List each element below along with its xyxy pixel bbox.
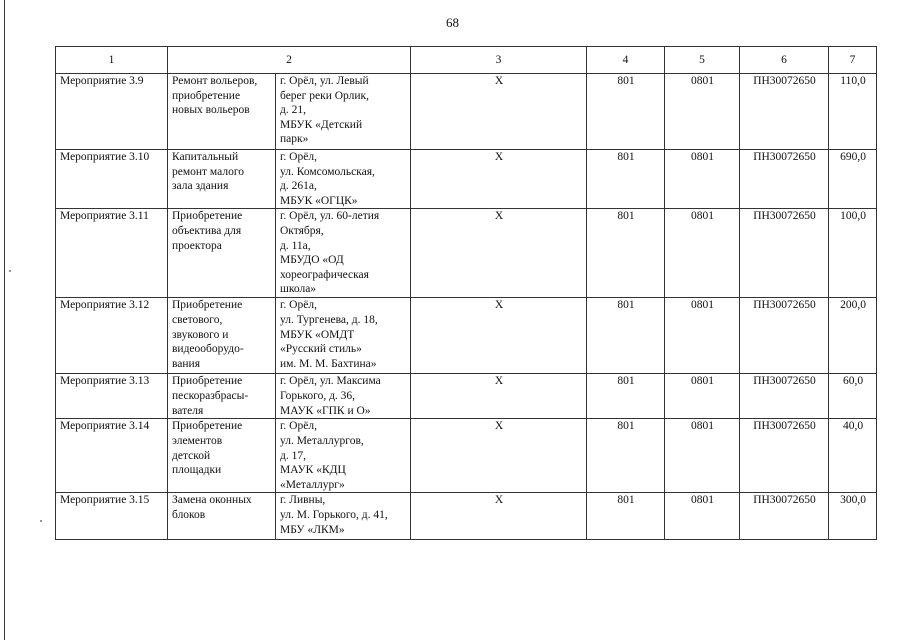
- header-cell-6: 6: [740, 47, 829, 74]
- work-line: Приобретение: [172, 420, 243, 433]
- column-4-cell: [587, 493, 665, 540]
- event-label: Мероприятие 3.11: [60, 210, 149, 223]
- amount-cell-value: 60,0: [842, 375, 864, 388]
- column-4-cell-value: 801: [617, 75, 635, 87]
- table-row: [56, 298, 877, 374]
- work-line: вателя: [172, 404, 204, 417]
- amount-cell-value: 110,0: [840, 75, 866, 87]
- work-line: Замена оконных: [172, 494, 252, 507]
- work-cell: [168, 374, 276, 419]
- column-6-cell-value: ПН30072650: [753, 151, 816, 163]
- amount-cell: [829, 419, 877, 493]
- work-line: объектива для: [172, 224, 242, 237]
- column-4-cell-value: 801: [617, 375, 635, 388]
- event-label: Мероприятие 3.13: [60, 375, 150, 388]
- header-cell-2: 2: [168, 47, 411, 74]
- column-6-cell: [740, 74, 829, 150]
- work-line: новых вольеров: [172, 104, 250, 117]
- work-line: Ремонт вольеров,: [172, 75, 258, 87]
- address-line: МБУК «ОМДТ: [280, 328, 355, 341]
- amount-cell-value: 40,0: [842, 420, 864, 433]
- amount-cell: [829, 374, 877, 419]
- column-5-cell: [665, 298, 740, 374]
- address-cell: [276, 74, 411, 150]
- work-cell: [168, 209, 276, 298]
- budget-activities-table: [55, 46, 877, 540]
- scan-edge-line: [4, 0, 5, 640]
- work-line: пескоразбрасы-: [172, 389, 249, 402]
- address-line: ул. Металлургов,: [280, 434, 364, 447]
- address-line: д. 17,: [280, 449, 306, 462]
- column-4-cell: [587, 419, 665, 493]
- column-4-cell: [587, 374, 665, 419]
- address-line: ул. М. Горького, д. 41,: [280, 508, 388, 521]
- event-cell: [56, 150, 168, 209]
- address-line: г. Орёл, ул. Левый: [280, 75, 369, 87]
- column-3-cell-value: Х: [494, 151, 504, 163]
- address-line: им. М. М. Бахтина»: [280, 357, 377, 370]
- table-row: [56, 209, 877, 298]
- column-5-cell-value: 0801: [691, 420, 714, 433]
- address-cell: [276, 150, 411, 209]
- address-line: г. Орёл, ул. 60-летия: [280, 210, 380, 223]
- work-line: светового,: [172, 313, 223, 326]
- column-5-cell: [665, 74, 740, 150]
- address-line: МБУДО «ОД: [280, 254, 344, 267]
- column-5-cell-value: 0801: [691, 151, 714, 163]
- event-label: Мероприятие 3.14: [60, 420, 150, 433]
- header-cell-5: 5: [665, 47, 740, 74]
- column-4-cell-value: 801: [617, 151, 635, 163]
- address-cell: [276, 209, 411, 298]
- work-line: звукового и: [172, 328, 229, 341]
- address-line: ул. Тургенева, д. 18,: [280, 313, 378, 326]
- event-label: Мероприятие 3.12: [60, 299, 150, 312]
- table-row: [56, 419, 877, 493]
- column-3-cell: [411, 374, 587, 419]
- work-line: площадки: [172, 464, 222, 477]
- work-line: Приобретение: [172, 210, 243, 223]
- amount-cell: [829, 298, 877, 374]
- table-row: [56, 150, 877, 209]
- column-3-cell: [411, 298, 587, 374]
- column-5-cell: [665, 374, 740, 419]
- event-label: Мероприятие 3.15: [60, 494, 150, 507]
- work-cell: [168, 74, 276, 150]
- column-5-cell-value: 0801: [691, 210, 714, 223]
- column-6-cell-value: ПН30072650: [753, 375, 816, 388]
- address-line: берег реки Орлик,: [280, 89, 369, 102]
- work-line: ремонт малого: [172, 165, 245, 178]
- address-line: г. Орёл,: [280, 420, 317, 433]
- column-6-cell: [740, 374, 829, 419]
- table-row: [56, 74, 877, 150]
- event-cell: [56, 209, 168, 298]
- table-row: [56, 493, 877, 540]
- work-line: видеооборудо-: [172, 343, 244, 356]
- header-cell-4: 4: [587, 47, 665, 74]
- work-line: Капитальный: [172, 151, 239, 163]
- work-cell: [168, 298, 276, 374]
- column-5-cell-value: 0801: [691, 75, 714, 87]
- column-5-cell: [665, 493, 740, 540]
- column-3-cell-value: Х: [494, 375, 504, 388]
- address-line: г. Орёл,: [280, 299, 317, 312]
- address-cell: [276, 298, 411, 374]
- column-3-cell-value: Х: [494, 494, 504, 507]
- event-label: Мероприятие 3.10: [60, 151, 150, 163]
- address-cell: [276, 419, 411, 493]
- address-line: «Русский стиль»: [280, 343, 362, 356]
- amount-cell: [829, 74, 877, 150]
- column-6-cell-value: ПН30072650: [753, 494, 816, 507]
- column-3-cell: [411, 493, 587, 540]
- column-3-cell-value: Х: [494, 210, 504, 223]
- address-line: МБУК «Детский: [280, 118, 363, 131]
- column-5-cell: [665, 419, 740, 493]
- column-6-cell-value: ПН30072650: [753, 210, 816, 223]
- table-row: [56, 374, 877, 419]
- address-line: ул. Комсомольская,: [280, 165, 375, 178]
- address-line: МБУК «ОГЦК»: [280, 194, 358, 207]
- column-5-cell: [665, 209, 740, 298]
- work-line: приобретение: [172, 89, 241, 102]
- column-5-cell-value: 0801: [691, 494, 714, 507]
- amount-cell-value: 100,0: [840, 210, 866, 223]
- amount-cell: [829, 493, 877, 540]
- header-cell-7: 7: [829, 47, 877, 74]
- column-3-cell-value: Х: [494, 75, 504, 87]
- column-4-cell-value: 801: [617, 494, 635, 507]
- column-6-cell: [740, 419, 829, 493]
- column-4-cell: [587, 209, 665, 298]
- work-line: Приобретение: [172, 375, 243, 388]
- column-4-cell: [587, 74, 665, 150]
- address-line: г. Орёл, ул. Максима: [280, 375, 381, 388]
- event-label: Мероприятие 3.9: [60, 75, 144, 87]
- event-cell: [56, 298, 168, 374]
- work-line: элементов: [172, 434, 223, 447]
- column-3-cell: [411, 419, 587, 493]
- header-cell-3: 3: [411, 47, 587, 74]
- column-4-cell-value: 801: [617, 299, 635, 312]
- amount-cell-value: 690,0: [840, 151, 866, 163]
- amount-cell: [829, 209, 877, 298]
- work-line: зала здания: [172, 180, 229, 193]
- column-6-cell: [740, 493, 829, 540]
- address-line: д. 261а,: [280, 180, 317, 193]
- address-line: МАУК «ГПК и О»: [280, 404, 371, 417]
- address-line: «Металлург»: [280, 478, 345, 491]
- work-line: детской: [172, 449, 211, 462]
- header-cell-1: 1: [56, 47, 168, 74]
- work-line: проектора: [172, 239, 222, 252]
- column-5-cell-value: 0801: [691, 375, 714, 388]
- column-3-cell-value: Х: [494, 299, 504, 312]
- address-cell: [276, 374, 411, 419]
- page-number: 68: [446, 15, 459, 30]
- event-cell: [56, 419, 168, 493]
- amount-cell: [829, 150, 877, 209]
- work-cell: [168, 150, 276, 209]
- work-cell: [168, 419, 276, 493]
- column-3-cell: [411, 74, 587, 150]
- address-line: д. 11а,: [280, 239, 311, 252]
- column-3-cell-value: Х: [494, 420, 504, 433]
- column-4-cell: [587, 150, 665, 209]
- header-row: [56, 47, 877, 74]
- address-line: МБУ «ЛКМ»: [280, 523, 345, 536]
- column-6-cell-value: ПН30072650: [753, 420, 816, 433]
- work-line: Приобретение: [172, 299, 243, 312]
- address-line: хореографическая: [280, 268, 369, 281]
- event-cell: [56, 493, 168, 540]
- address-line: г. Ливны,: [280, 494, 326, 507]
- scan-speck: [9, 270, 11, 272]
- event-cell: [56, 74, 168, 150]
- column-6-cell: [740, 209, 829, 298]
- column-6-cell: [740, 298, 829, 374]
- column-4-cell-value: 801: [617, 420, 635, 433]
- address-line: д. 21,: [280, 104, 306, 117]
- work-line: вания: [172, 357, 200, 370]
- amount-cell-value: 300,0: [840, 494, 866, 507]
- work-line: блоков: [172, 508, 206, 521]
- column-4-cell-value: 801: [617, 210, 635, 223]
- column-6-cell-value: ПН30072650: [753, 75, 816, 87]
- address-line: МАУК «КДЦ: [280, 464, 346, 477]
- amount-cell-value: 200,0: [840, 299, 866, 312]
- address-line: Горького, д. 36,: [280, 389, 356, 402]
- address-line: г. Орёл,: [280, 151, 317, 163]
- address-line: Октября,: [280, 224, 324, 237]
- work-cell: [168, 493, 276, 540]
- column-3-cell: [411, 209, 587, 298]
- event-cell: [56, 374, 168, 419]
- column-3-cell: [411, 150, 587, 209]
- scan-speck: [40, 520, 42, 522]
- column-6-cell-value: ПН30072650: [753, 299, 816, 312]
- address-line: парк»: [280, 133, 309, 146]
- address-line: школа»: [280, 283, 317, 296]
- column-6-cell: [740, 150, 829, 209]
- address-cell: [276, 493, 411, 540]
- column-5-cell: [665, 150, 740, 209]
- column-4-cell: [587, 298, 665, 374]
- column-5-cell-value: 0801: [691, 299, 714, 312]
